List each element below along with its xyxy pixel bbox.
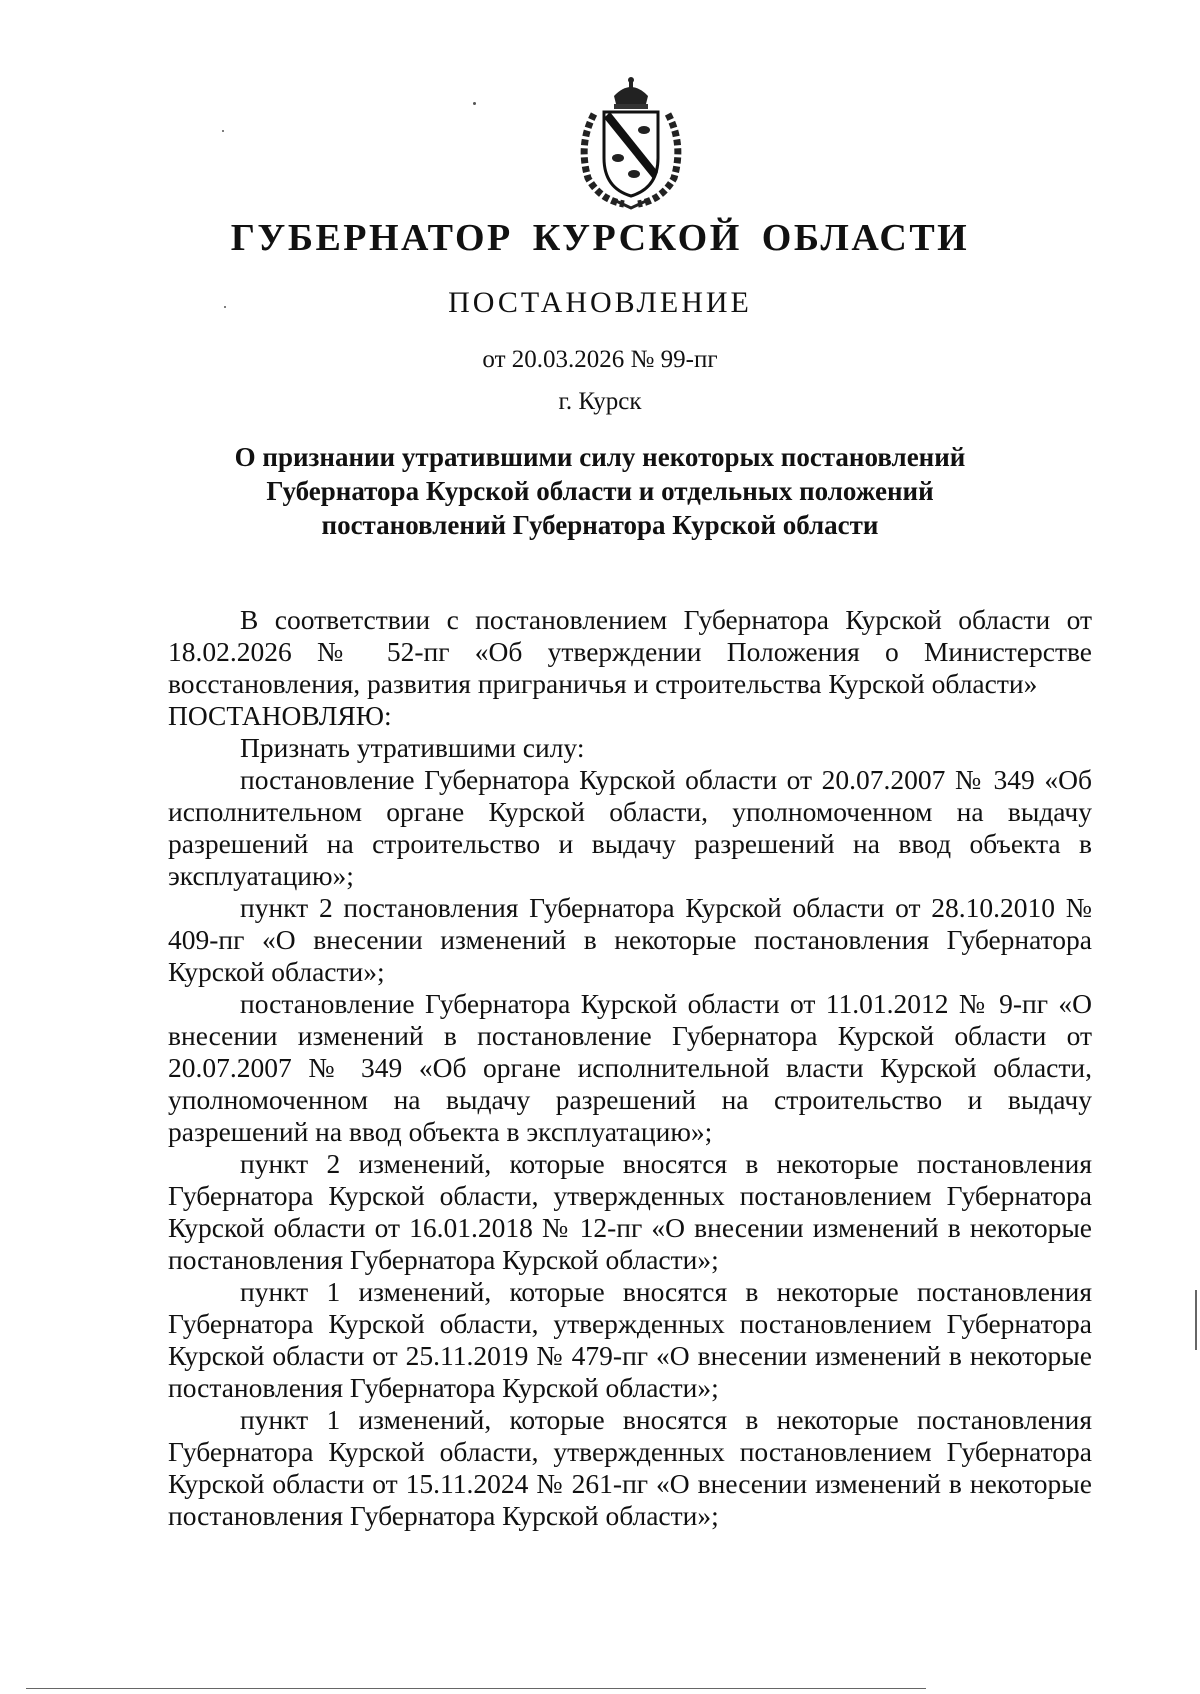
scan-speck xyxy=(224,306,226,308)
kursk-coat-of-arms-icon xyxy=(574,74,688,210)
document-date-number: от 20.03.2026 № 99-пг xyxy=(482,346,718,373)
repeal-item: постановление Губернатора Курской области от 11.01.2012 № 9-пг «О внесении изменений в постановление Губернатора Курской области от 20.07.2007 № 349 «Об органе исполнительной власти Курской области, уполномоченном на выдачу разрешений на строительство и выдачу разрешений на ввод объекта в эксплуатацию»; xyxy=(168,988,1092,1147)
document-subject xyxy=(180,440,1020,542)
repeal-item: пункт 2 постановления Губернатора Курской области от 28.10.2010 № 409-пг «О внесении изменений в некоторые постановления Губернатора Курской области»; xyxy=(168,892,1092,987)
scan-speck xyxy=(473,102,476,105)
repeal-item: постановление Губернатора Курской области от 20.07.2007 № 349 «Об исполнительном органе Курской области, уполномоченном на выдачу разрешений на строительство и выдачу разрешений на ввод объекта в эксплуатацию»; xyxy=(168,764,1092,891)
document-city: г. Курск xyxy=(558,388,642,415)
issuer-heading: ГУБЕРНАТОР КУРСКОЙ ОБЛАСТИ xyxy=(230,217,970,259)
document-type: ПОСТАНОВЛЕНИЕ xyxy=(448,286,752,319)
scan-speck xyxy=(222,130,224,132)
repeal-item: пункт 1 изменений, которые вносятся в некоторые постановления Губернатора Курской области, утвержденных постановлением Губернатора Курской области от 25.11.2019 № 479-пг «О внесении изменений в некоторые постановления Губернатора Курской области»; xyxy=(168,1276,1092,1403)
subject-line: постановлений Губернатора Курской области xyxy=(321,510,879,540)
subject-line: О признании утратившими силу некоторых постановлений xyxy=(234,442,966,472)
scan-edge-mark xyxy=(1195,1290,1197,1350)
repeal-item: пункт 1 изменений, которые вносятся в некоторые постановления Губернатора Курской области, утвержденных постановлением Губернатора Курской области от 15.11.2024 № 261-пг «О внесении изменений в некоторые постановления Губернатора Курской области»; xyxy=(168,1404,1092,1531)
scan-edge-mark xyxy=(26,1688,926,1689)
intro-paragraph: Признать утратившими силу: xyxy=(240,732,585,763)
decree-word: ПОСТАНОВЛЯЮ: xyxy=(168,700,392,731)
subject-line: Губернатора Курской области и отдельных положений xyxy=(266,476,934,506)
repeal-item: пункт 2 изменений, которые вносятся в некоторые постановления Губернатора Курской области, утвержденных постановлением Губернатора Курской области от 16.01.2018 № 12-пг «О внесении изменений в некоторые постановления Губернатора Курской области»; xyxy=(168,1148,1092,1275)
document-body xyxy=(168,604,1092,1532)
preamble-paragraph: В соответствии с постановлением Губернатора Курской области от 18.02.2026 № 52-пг «Об утверждении Положения о Министерстве восстановления, развития приграничья и строительства Курской области» xyxy=(168,604,1092,699)
